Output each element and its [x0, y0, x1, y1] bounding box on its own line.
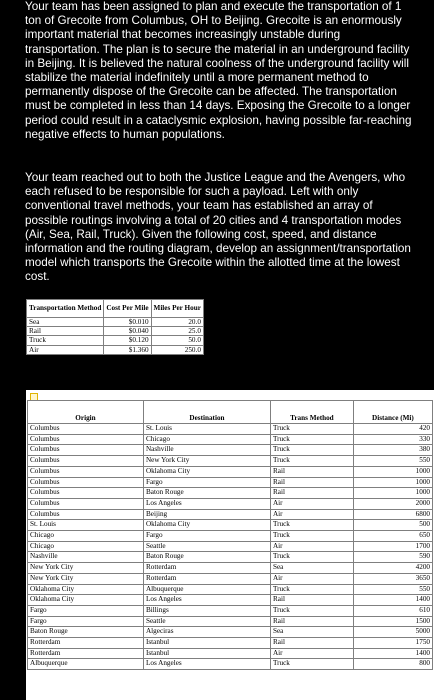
table-cell: Rotterdam [28, 638, 144, 649]
table-cell: 1000 [353, 488, 432, 499]
table-row [28, 456, 433, 467]
table-cell: Rail [270, 477, 353, 488]
table-cell: Chicago [143, 434, 270, 445]
table-row [28, 488, 433, 499]
table-row [28, 434, 433, 445]
table-row [28, 584, 433, 595]
table-cell: Truck [270, 552, 353, 563]
table-row [28, 509, 433, 520]
table-cell: Air [270, 509, 353, 520]
table-cell: $1.360 [104, 345, 151, 354]
table-cell: Seattle [143, 616, 270, 627]
table-cell: 3650 [353, 573, 432, 584]
table-cell: Albuquerque [28, 659, 144, 670]
table-cell: Los Angeles [143, 595, 270, 606]
table-cell: Oklahoma City [143, 520, 270, 531]
table-cell: Truck [27, 336, 104, 345]
table-cell: Air [270, 648, 353, 659]
table-row [28, 520, 433, 531]
table-cell: Rail [270, 466, 353, 477]
table-cell: Beijing [143, 509, 270, 520]
transportation-mode-table [26, 299, 204, 355]
table-row [28, 466, 433, 477]
table-cell: 550 [353, 584, 432, 595]
table-cell: Air [27, 345, 104, 354]
table-cell: Rail [270, 595, 353, 606]
column-header: Trans Method [270, 401, 353, 424]
table-row [27, 318, 204, 327]
table-cell: Columbus [28, 424, 144, 435]
table-cell: St. Louis [28, 520, 144, 531]
table-cell: Columbus [28, 466, 144, 477]
table-cell: Albuquerque [143, 584, 270, 595]
table-cell: Truck [270, 659, 353, 670]
table-row [28, 445, 433, 456]
table-cell: 1400 [353, 648, 432, 659]
table-cell: 800 [353, 659, 432, 670]
table-row [28, 477, 433, 488]
table-cell: 590 [353, 552, 432, 563]
table-cell: Truck [270, 456, 353, 467]
table-row [28, 541, 433, 552]
table-cell: 650 [353, 531, 432, 542]
table-cell: Truck [270, 531, 353, 542]
table-cell: 1750 [353, 638, 432, 649]
table-cell: Truck [270, 605, 353, 616]
table-cell: Rail [270, 638, 353, 649]
table-cell: Sea [270, 563, 353, 574]
table-cell: Sea [27, 318, 104, 327]
table-cell: Columbus [28, 456, 144, 467]
table-cell: Chicago [28, 531, 144, 542]
table-cell: Fargo [28, 605, 144, 616]
table-row [28, 648, 433, 659]
route-distance-table [27, 400, 433, 670]
table-cell: 610 [353, 605, 432, 616]
table-row [28, 659, 433, 670]
column-header: Cost Per Mile [104, 300, 151, 318]
table-cell: Oklahoma City [143, 466, 270, 477]
table-cell: $0.010 [104, 318, 151, 327]
table-cell: Oklahoma City [28, 595, 144, 606]
table-cell: Baton Rouge [28, 627, 144, 638]
table-row [28, 552, 433, 563]
table-row [28, 616, 433, 627]
table-cell: 380 [353, 445, 432, 456]
table-cell: Sea [270, 627, 353, 638]
table-cell: Oklahoma City [28, 584, 144, 595]
table-cell: Los Angeles [143, 498, 270, 509]
table-cell: 20.0 [151, 318, 203, 327]
table-cell: 5000 [353, 627, 432, 638]
table-cell: Baton Rouge [143, 488, 270, 499]
table-cell: St. Louis [143, 424, 270, 435]
table-cell: Columbus [28, 477, 144, 488]
table-row [28, 498, 433, 509]
table-row [28, 573, 433, 584]
table-row [27, 327, 204, 336]
table-cell: 25.0 [151, 327, 203, 336]
table-cell: Algeciras [143, 627, 270, 638]
table-cell: Billings [143, 605, 270, 616]
table-cell: Fargo [143, 477, 270, 488]
table-cell: Seattle [143, 541, 270, 552]
table-cell: Truck [270, 584, 353, 595]
table-cell: Truck [270, 520, 353, 531]
table-row [28, 627, 433, 638]
table-cell: Rotterdam [143, 573, 270, 584]
table-row [28, 638, 433, 649]
column-header: Origin [28, 401, 144, 424]
route-table-panel [26, 390, 434, 700]
table-row [28, 605, 433, 616]
table-cell: New York City [28, 563, 144, 574]
table-cell: Rail [270, 616, 353, 627]
table-cell: Fargo [28, 616, 144, 627]
table-cell: Air [270, 541, 353, 552]
table-cell: Chicago [28, 541, 144, 552]
table-cell: Istanbul [143, 648, 270, 659]
table-cell: Columbus [28, 498, 144, 509]
table-cell: Truck [270, 434, 353, 445]
table-row [28, 531, 433, 542]
table-cell: 1000 [353, 477, 432, 488]
table-row [27, 336, 204, 345]
table-cell: 4200 [353, 563, 432, 574]
table-cell: $0.120 [104, 336, 151, 345]
table-cell: 50.0 [151, 336, 203, 345]
table-cell: 1400 [353, 595, 432, 606]
table-cell: 2000 [353, 498, 432, 509]
table-cell: 1700 [353, 541, 432, 552]
table-cell: 1500 [353, 616, 432, 627]
table-cell: $0.040 [104, 327, 151, 336]
table-cell: Columbus [28, 488, 144, 499]
column-header: Miles Per Hour [151, 300, 203, 318]
table-cell: 250.0 [151, 345, 203, 354]
table-cell: 1000 [353, 466, 432, 477]
column-header: Transportation Method [27, 300, 104, 318]
table-cell: Truck [270, 424, 353, 435]
task-paragraph: Your team reached out to both the Justice League and the Avengers, who each refused to be responsible for such a payload. Left with only conventional travel methods, your team has established an array of possible routings involving a total of 20 cities and 4 transportation modes (Air, Sea, Rail, Truck). Given the following cost, speed, and distance information and the routing diagram, develop an assignment/transportation model which transports the Grecoite within the allotted time at the lowest cost. [25, 171, 411, 284]
table-cell: New York City [143, 456, 270, 467]
column-header: Destination [143, 401, 270, 424]
table-cell: Rail [27, 327, 104, 336]
table-row [28, 424, 433, 435]
table-cell: Columbus [28, 445, 144, 456]
table-cell: 330 [353, 434, 432, 445]
table-cell: 420 [353, 424, 432, 435]
table-cell: Columbus [28, 509, 144, 520]
table-cell: Nashville [28, 552, 144, 563]
table-cell: Air [270, 573, 353, 584]
table-row [28, 595, 433, 606]
table-cell: Baton Rouge [143, 552, 270, 563]
table-cell: Rail [270, 488, 353, 499]
table-cell: Istanbul [143, 638, 270, 649]
table-cell: 500 [353, 520, 432, 531]
table-cell: 6800 [353, 509, 432, 520]
table-cell: Los Angeles [143, 659, 270, 670]
table-cell: Nashville [143, 445, 270, 456]
table-row [27, 345, 204, 354]
table-cell: Air [270, 498, 353, 509]
table-cell: Fargo [143, 531, 270, 542]
intro-paragraph: Your team has been assigned to plan and execute the transportation of 1 ton of Grecoite from Columbus, OH to Beijing. Grecoite is an enormously important material that becomes increasingly unstable during transportation. The plan is to secure the material in an underground facility in Beijing. It is believed the natural coolness of the underground facility will stabilize the material indefinitely until a more permanent method to permanently dispose of the Grecoite can be affected. The transportation must be completed in less than 14 days. Exposing the Grecoite to a longer period could result in a cataclysmic explosion, having possible far-reaching negative effects to human populations. [25, 0, 412, 141]
table-cell: Truck [270, 445, 353, 456]
table-cell: Columbus [28, 434, 144, 445]
table-cell: New York City [28, 573, 144, 584]
header-row [27, 300, 204, 318]
table-cell: 550 [353, 456, 432, 467]
table-cell: Rotterdam [28, 648, 144, 659]
header-row [28, 401, 433, 424]
column-header: Distance (Mi) [353, 401, 432, 424]
table-cell: Rotterdam [143, 563, 270, 574]
table-row [28, 563, 433, 574]
